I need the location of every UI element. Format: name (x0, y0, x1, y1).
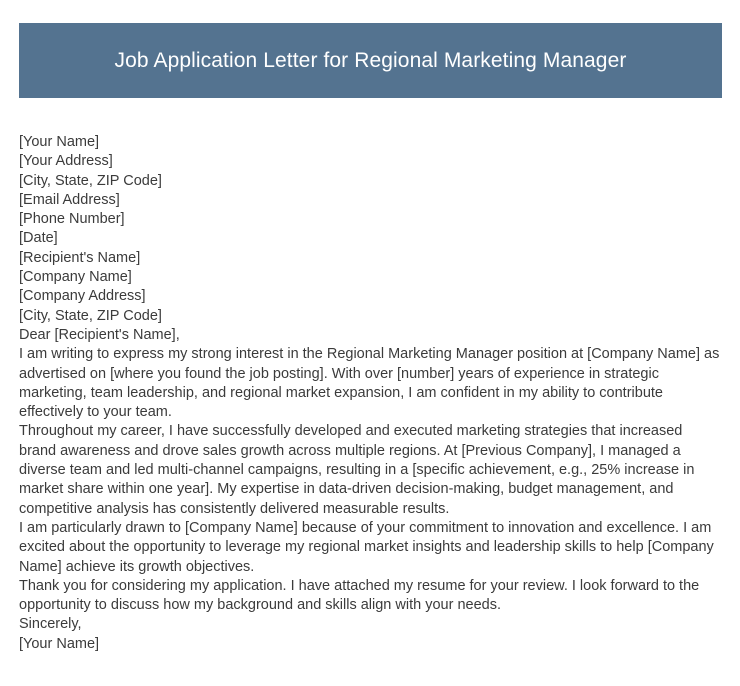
sender-line: [City, State, ZIP Code] (19, 172, 162, 189)
sender-line: [Your Address] (19, 153, 113, 170)
recipient-address-block (19, 249, 723, 326)
letter-paragraph: Thank you for considering my application. I have attached my resume for your review. I look forward to the opportunity to discuss how my background and skills align with your needs. (19, 577, 700, 614)
sender-line: [Your Name] (19, 134, 100, 150)
recipient-line: [Recipient's Name] (19, 249, 141, 266)
letter-paragraph: I am writing to express my strong interest in the Regional Marketing Manager position at [Company Name] as advertised on [where you found the job posting]. With over [number] years of experience in strategic marketing, team leadership, and regional market expansion, I am confident in my ability to contribute effectively to your team. (19, 346, 720, 421)
page-title: Job Application Letter for Regional Marketing Manager (114, 48, 627, 72)
closing: Sincerely, (19, 616, 82, 633)
letter-paragraph: Throughout my career, I have successfully developed and executed marketing strategies that increased brand awareness and drove sales growth across multiple regions. At [Previous Company], I managed a diverse team and led multi-channel campaigns, resulting in a [specific achievement, e.g., 25% increase in market share within one year]. My expertise in data-driven decision-making, budget management, and competitive analysis has consistently delivered measurable results. (19, 423, 695, 517)
sender-line: [Email Address] (19, 191, 120, 208)
recipient-line: [Company Address] (19, 288, 146, 305)
date-line: [Date] (19, 230, 58, 247)
recipient-line: [City, State, ZIP Code] (19, 307, 162, 324)
recipient-line: [Company Name] (19, 269, 132, 286)
sender-address-block (19, 133, 723, 249)
letter-paragraph: I am particularly drawn to [Company Name] because of your commitment to innovation and excellence. I am excited about the opportunity to leverage my regional market insights and leadership skills to help [Company Name] achieve its growth objectives. (19, 519, 714, 575)
letter-body (19, 133, 723, 654)
document-header-band (19, 23, 722, 98)
salutation: Dear [Recipient's Name], (19, 326, 180, 343)
signature: [Your Name] (19, 635, 100, 652)
sender-line: [Phone Number] (19, 211, 125, 228)
